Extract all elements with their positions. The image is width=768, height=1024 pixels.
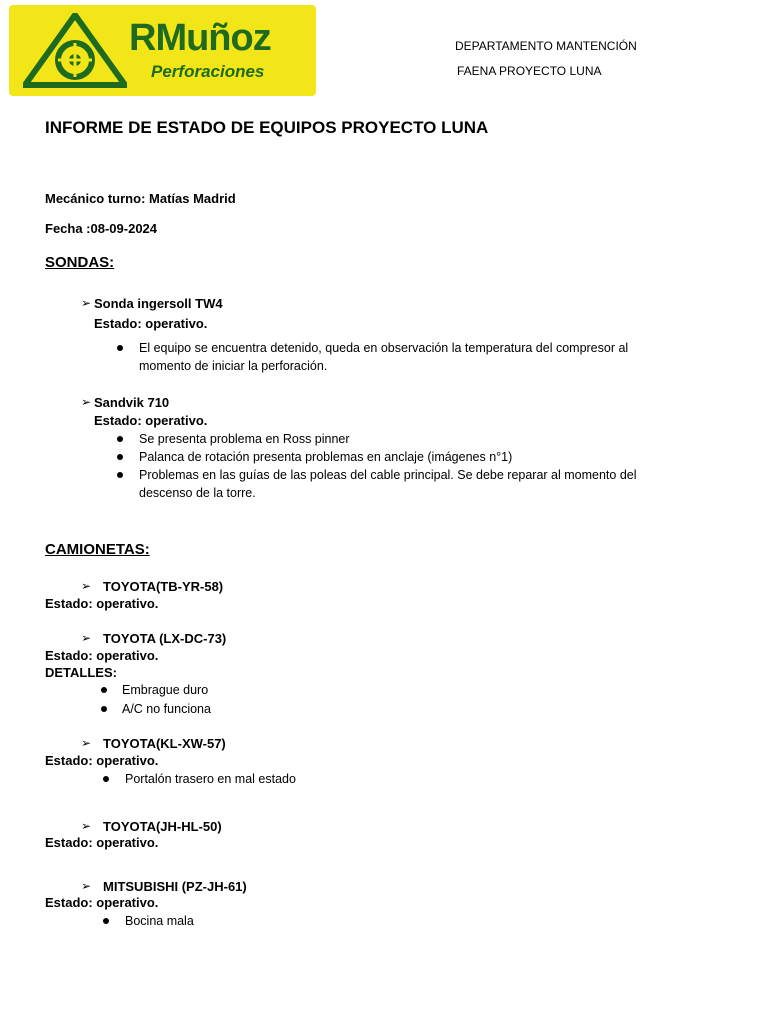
site-label: FAENA PROYECTO LUNA — [457, 64, 602, 78]
arrow-bullet-icon: ➢ — [81, 631, 92, 645]
bullet-icon — [117, 454, 123, 460]
truck-2-note-1: Embrague duro — [122, 683, 209, 697]
arrow-bullet-icon: ➢ — [81, 395, 92, 409]
truck-5-status: Estado: operativo. — [45, 895, 159, 910]
sonda-1-name: Sonda ingersoll TW4 — [94, 296, 223, 311]
bullet-icon — [103, 776, 109, 782]
camionetas-heading: CAMIONETAS: — [45, 541, 150, 558]
truck-2-status: Estado: operativo. — [45, 648, 159, 663]
bullet-icon — [117, 436, 123, 442]
sonda-1-status: Estado: operativo. — [94, 316, 208, 331]
sonda-2-status: Estado: operativo. — [94, 413, 208, 428]
sonda-2-name: Sandvik 710 — [94, 395, 170, 410]
truck-5-name: MITSUBISHI (PZ-JH-61) — [103, 879, 247, 894]
bullet-icon — [101, 687, 107, 693]
truck-4-name: TOYOTA(JH-HL-50) — [103, 819, 222, 834]
logo-triangle-icon — [23, 13, 127, 89]
truck-3-status: Estado: operativo. — [45, 753, 159, 768]
mechanic-line: Mecánico turno: Matías Madrid — [45, 191, 236, 206]
truck-3-name: TOYOTA(KL-XW-57) — [103, 736, 226, 751]
sonda-2-note-1: Se presenta problema en Ross pinner — [139, 432, 350, 446]
department-label: DEPARTAMENTO MANTENCIÓN — [455, 39, 637, 53]
date-line: Fecha :08-09-2024 — [45, 221, 158, 236]
arrow-bullet-icon: ➢ — [81, 296, 92, 310]
sonda-1-note-2: momento de iniciar la perforación. — [139, 359, 328, 373]
bullet-icon — [101, 706, 107, 712]
bullet-icon — [117, 472, 123, 478]
company-logo — [9, 5, 316, 96]
sondas-heading: SONDAS: — [45, 254, 115, 271]
arrow-bullet-icon: ➢ — [81, 579, 92, 593]
logo-subtitle-text: Perforaciones — [151, 62, 265, 81]
truck-3-note-1: Portalón trasero en mal estado — [125, 772, 296, 786]
sonda-1-note-1: El equipo se encuentra detenido, queda en observación la temperatura del compresor al — [139, 341, 629, 355]
truck-2-details-label: DETALLES: — [45, 665, 117, 680]
truck-4-status: Estado: operativo. — [45, 835, 159, 850]
logo-brand-text: RMuñoz — [129, 17, 271, 59]
sonda-2-note-3: Problemas en las guías de las poleas del cable principal. Se debe reparar al momento del — [139, 468, 637, 482]
truck-2-name: TOYOTA (LX-DC-73) — [103, 631, 227, 646]
arrow-bullet-icon: ➢ — [81, 736, 92, 750]
truck-5-note-1: Bocina mala — [125, 914, 194, 928]
arrow-bullet-icon: ➢ — [81, 819, 92, 833]
bullet-icon — [117, 345, 123, 351]
sonda-2-note-2: Palanca de rotación presenta problemas en anclaje (imágenes n°1) — [139, 450, 513, 464]
page-title: INFORME DE ESTADO DE EQUIPOS PROYECTO LUNA — [45, 118, 489, 137]
sonda-2-note-4: descenso de la torre. — [139, 486, 256, 500]
bullet-icon — [103, 918, 109, 924]
truck-1-name: TOYOTA(TB-YR-58) — [103, 579, 224, 594]
truck-1-status: Estado: operativo. — [45, 596, 159, 611]
arrow-bullet-icon: ➢ — [81, 879, 92, 893]
truck-2-note-2: A/C no funciona — [122, 702, 211, 716]
